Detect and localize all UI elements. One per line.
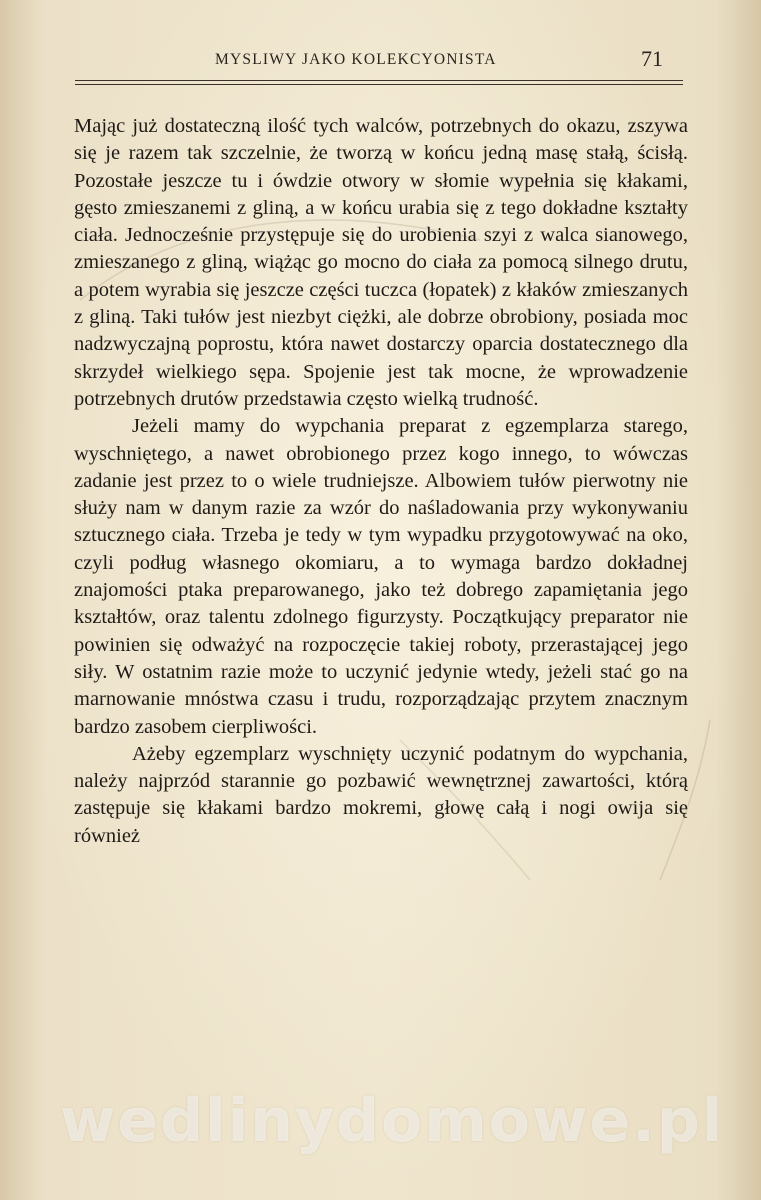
watermark-logo: wedlinydomowe.pl [60, 1086, 725, 1156]
paragraph-1: Mając już dostateczną ilość tych walców, potrzebnych do okazu, zszywa się je razem tak szczelnie, że tworzą w końcu jedną masę stałą, ścisłą. Pozostałe jeszcze tu i ówdzie otwory w słomie wypełnia się kłakami, gęsto zmieszanemi z gliną, a w końcu urabia się z tego dokładne kształty ciała. Jednocześnie przystępuje się do urobienia szyi z walca sianowego, zmieszanego z gliną, wiążąc go mocno do ciała za pomocą silnego drutu, a potem wyrabia się jeszcze części tuczca (łopatek) z kłaków zmieszanych z gliną. Taki tułów jest niezbyt ciężki, ale dobrze obrobiony, posiada moc nadzwyczajną poprostu, która nawet dostarczy oparcia dostatecznego dla skrzydeł wielkiego sępa. Spojenie jest tak mocne, że wprowadzenie potrzebnych drutów przedstawia często wielką trudność. [74, 115, 688, 410]
header-rule-bottom [75, 84, 683, 85]
header-rule-top [75, 80, 683, 81]
running-title: MYSLIWY JAKO KOLEKCYONISTA [215, 51, 497, 68]
body-text [74, 113, 688, 850]
page-number: 71 [641, 46, 663, 71]
page-header [75, 48, 685, 74]
paragraph-3: Ażeby egzemplarz wyschnięty uczynić podatnym do wypchania, należy najprzód starannie go pozbawić wewnętrznej zawartości, którą zastępuje się kłakami bardzo mokremi, głowę całą i nogi owija się również [74, 742, 688, 847]
paragraph-2: Jeżeli mamy do wypchania preparat z egzemplarza starego, wyschniętego, a nawet obrobionego przez kogo innego, to wówczas zadanie jest przez to o wiele trudniejsze. Albowiem tułów pierwotny nie służy nam w danym razie za wzór do naśladowania przy wykonywaniu sztucznego ciała. Trzeba je tedy w tym wypadku przygotowywać na oko, czyli podług własnego okomiaru, a to wymaga bardzo dokładnej znajomości ptaka preparowanego, jako też dobrego zapamiętania jego kształtów, oraz talentu zdolnego figurzysty. Początkujący preparator nie powinien się odważyć na rozpoczęcie takiej roboty, przerastającej jego siły. W ostatnim razie może to uczynić jedynie wtedy, jeżeli stać go na marnowanie mnóstwa czasu i trudu, rozporządzając przytem znacznym bardzo zasobem cierpliwości. [74, 415, 688, 738]
